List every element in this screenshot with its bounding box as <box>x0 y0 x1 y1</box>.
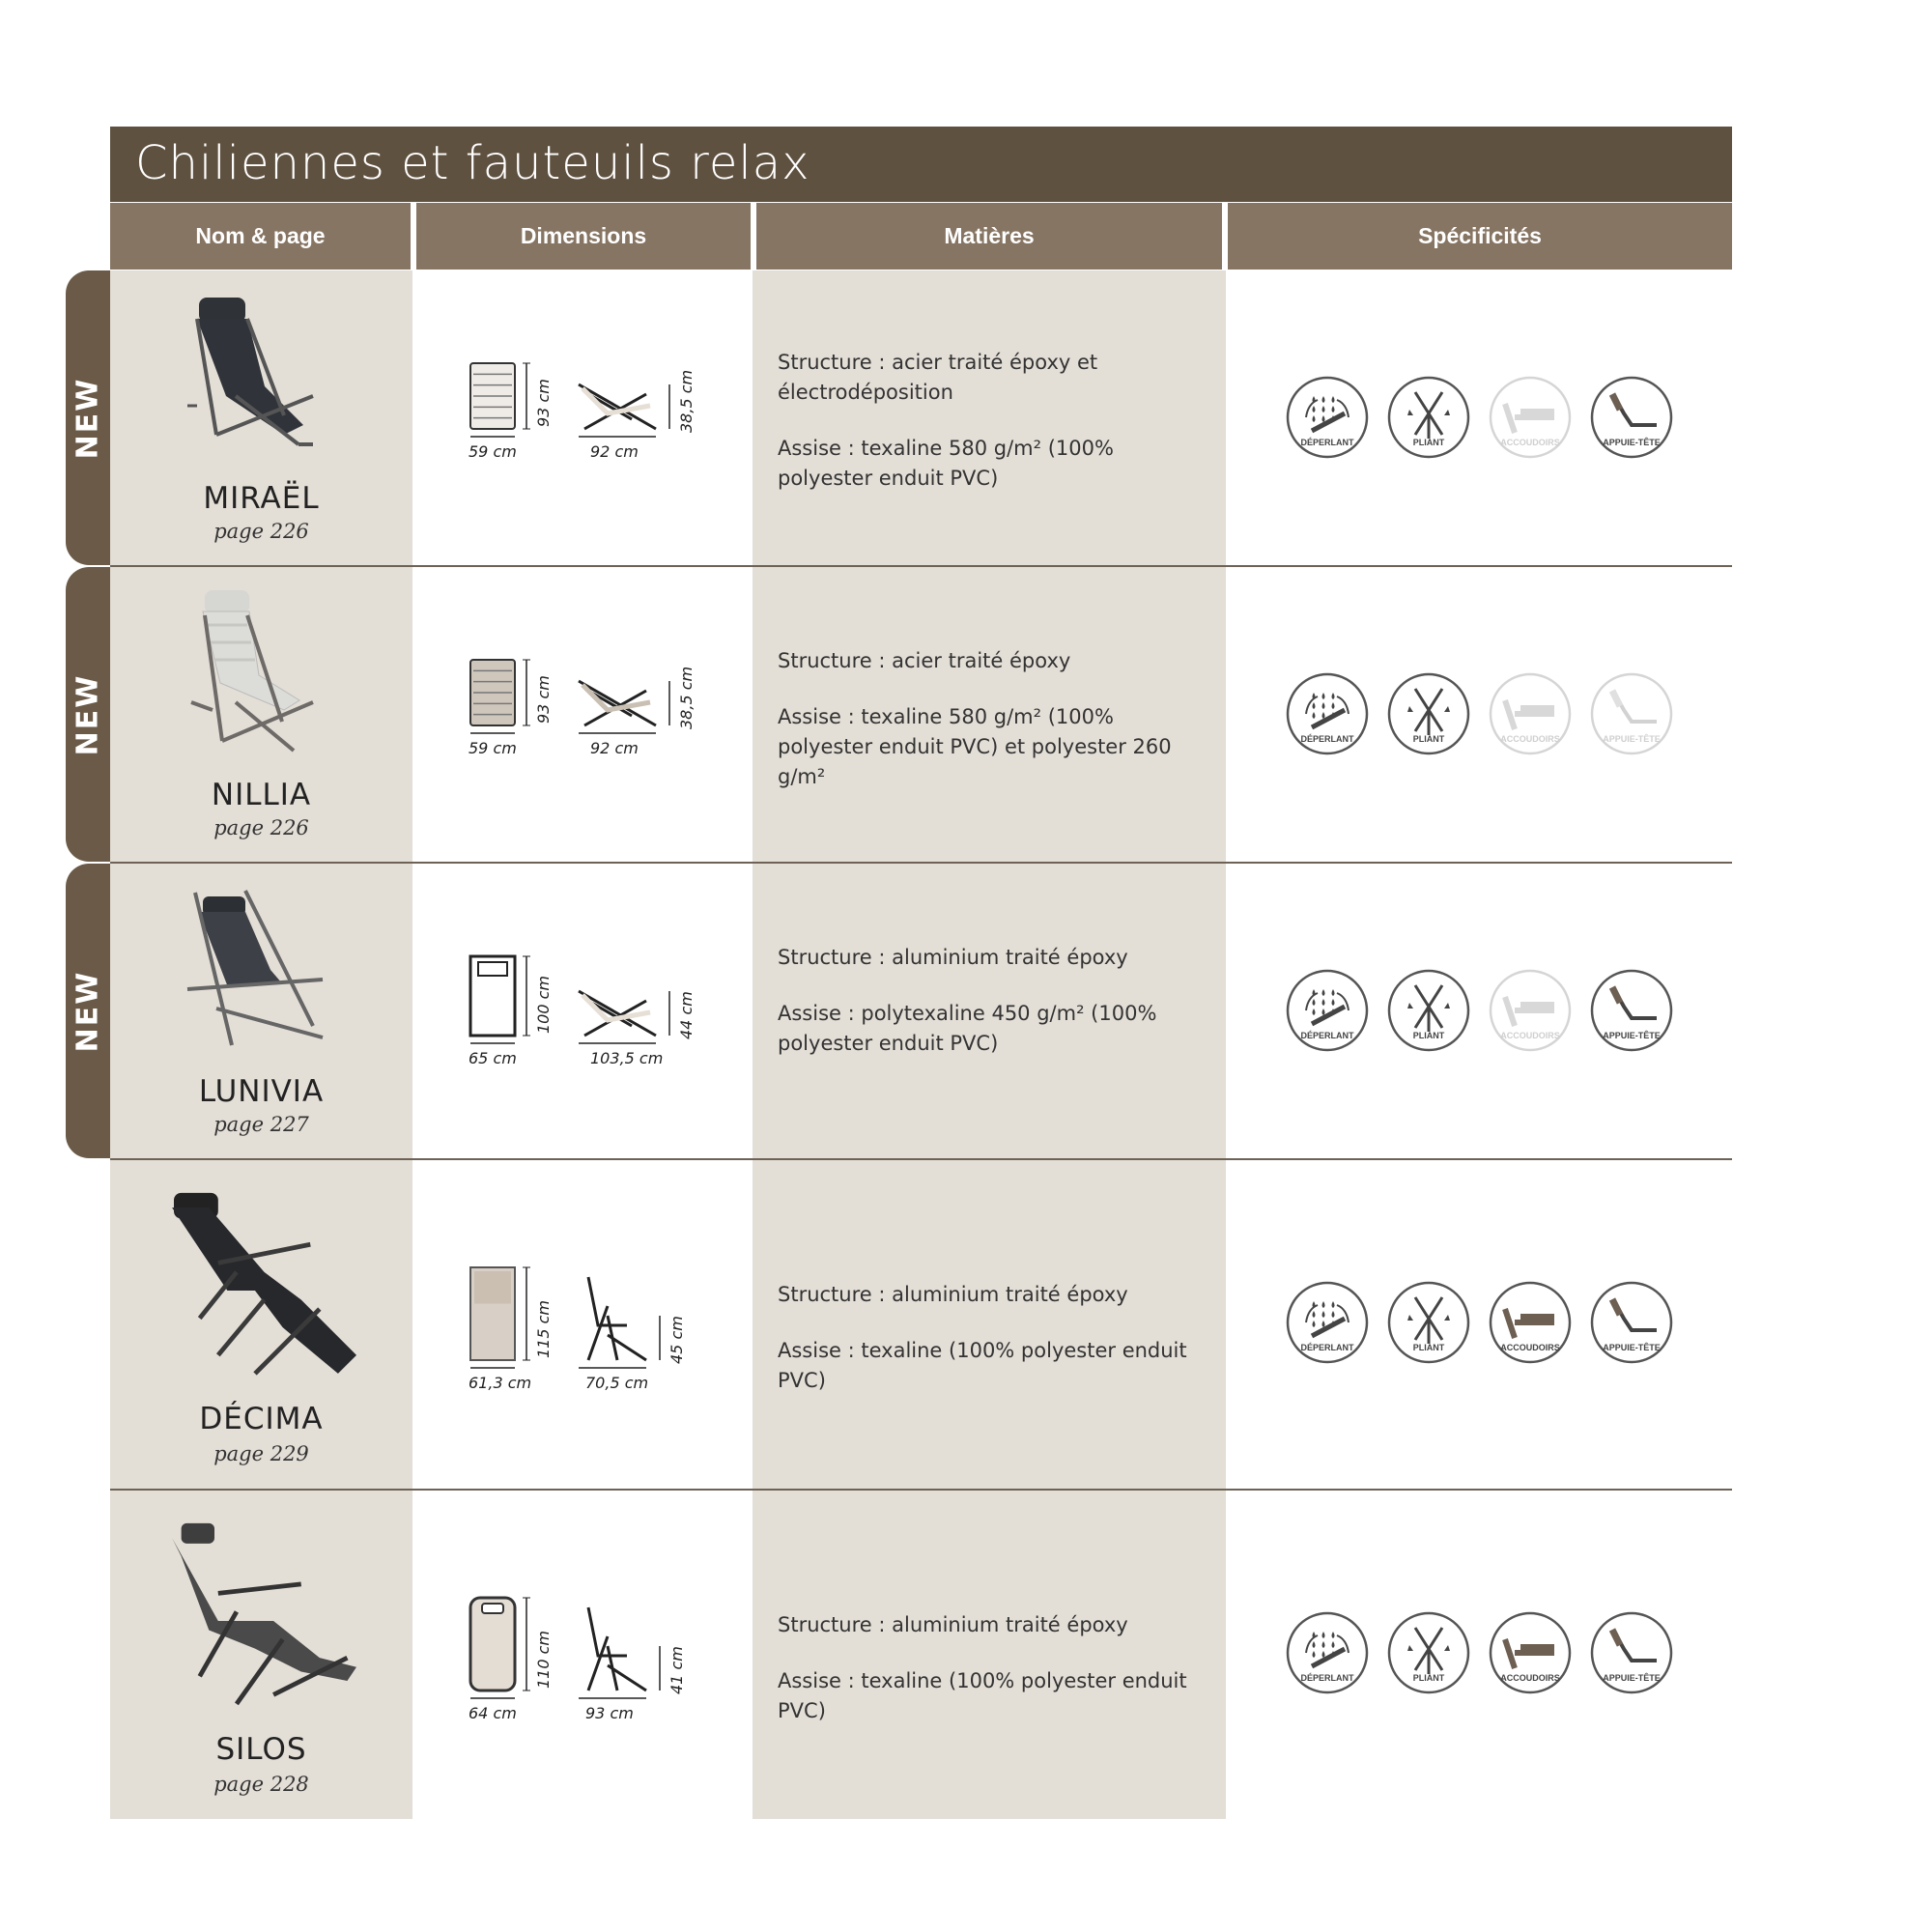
spec-icons <box>1285 671 1700 758</box>
materials-text <box>778 1280 1212 1422</box>
product-page: page 226 <box>213 816 309 839</box>
name-cell <box>110 864 412 1158</box>
spec-label-deperlant: DÉPERLANT <box>1300 1031 1354 1040</box>
water-repellent-icon <box>1285 1280 1370 1365</box>
spec-label-deperlant: DÉPERLANT <box>1300 734 1354 744</box>
product-row <box>110 1160 1732 1491</box>
spec-label-appuie_tete: APPUIE-TÊTE <box>1603 1031 1661 1040</box>
spec-label-pliant: PLIANT <box>1412 734 1445 744</box>
product-image <box>178 290 352 464</box>
product-page: page 227 <box>213 1113 309 1136</box>
materials-cell <box>753 567 1226 862</box>
materials-text <box>778 1610 1212 1752</box>
specs-cell <box>1226 270 1732 565</box>
spec-icons <box>1285 968 1700 1055</box>
foldable-icon <box>1386 1280 1471 1365</box>
dimension-label-h1: 93 cm <box>534 379 553 427</box>
product-row <box>110 270 1732 567</box>
seat-text: Assise : polytexaline 450 g/m² (100% polyester enduit PVC) <box>778 1002 1157 1055</box>
spec-icons <box>1285 1610 1700 1697</box>
dimensions-cell <box>414 567 753 862</box>
spec-label-deperlant: DÉPERLANT <box>1300 1343 1354 1352</box>
product-page: page 228 <box>213 1773 309 1796</box>
spec-label-pliant: PLIANT <box>1412 438 1445 447</box>
new-badge <box>66 270 110 565</box>
specs-cell <box>1226 567 1732 862</box>
product-image <box>178 883 352 1057</box>
spec-label-pliant: PLIANT <box>1412 1343 1445 1352</box>
product-page: page 229 <box>213 1442 309 1465</box>
materials-cell <box>753 270 1226 565</box>
product-name: NILLIA <box>211 778 312 812</box>
page-title: Chiliennes et fauteuils relax <box>135 136 810 190</box>
specs-cell <box>1226 864 1732 1158</box>
spec-label-appuie_tete: APPUIE-TÊTE <box>1603 734 1661 744</box>
structure-text: Structure : aluminium traité époxy <box>778 1613 1128 1636</box>
dimension-drawing <box>453 1262 733 1406</box>
dimension-label-w1: 59 cm <box>469 442 517 461</box>
new-badge <box>66 567 110 862</box>
dimension-drawing <box>453 1592 733 1737</box>
product-image <box>178 586 352 760</box>
materials-cell <box>753 1491 1226 1819</box>
header-specs: Spécificités <box>1228 203 1732 270</box>
structure-text: Structure : aluminium traité époxy <box>778 1283 1128 1306</box>
materials-cell <box>753 864 1226 1158</box>
new-badge-label: NEW <box>71 970 105 1052</box>
spec-label-appuie_tete: APPUIE-TÊTE <box>1603 438 1661 447</box>
dimension-label-w1: 65 cm <box>469 1049 517 1067</box>
spec-label-deperlant: DÉPERLANT <box>1300 1673 1354 1683</box>
seat-text: Assise : texaline 580 g/m² (100% polyester enduit PVC) et polyester 260 g/m² <box>778 705 1172 788</box>
dimension-label-h1: 115 cm <box>534 1299 553 1358</box>
dimensions-cell <box>414 1160 753 1489</box>
product-row <box>110 1491 1732 1819</box>
materials-cell <box>753 1160 1226 1489</box>
dimension-label-h1: 93 cm <box>534 675 553 724</box>
product-row <box>110 864 1732 1160</box>
foldable-icon <box>1386 671 1471 756</box>
water-repellent-icon <box>1285 1610 1370 1695</box>
spec-label-deperlant: DÉPERLANT <box>1300 438 1354 447</box>
product-image <box>149 1189 361 1392</box>
armrest-icon <box>1488 968 1573 1053</box>
dimension-label-w1: 61,3 cm <box>469 1374 532 1392</box>
specs-cell <box>1226 1491 1732 1819</box>
dimensions-cell <box>414 270 753 565</box>
water-repellent-icon <box>1285 968 1370 1053</box>
materials-text <box>778 348 1212 520</box>
new-badge <box>66 864 110 1158</box>
product-row <box>110 567 1732 864</box>
spec-label-pliant: PLIANT <box>1412 1673 1445 1683</box>
dimension-label-h2: 38,5 cm <box>677 666 696 729</box>
foldable-icon <box>1386 1610 1471 1695</box>
headrest-icon <box>1589 968 1674 1053</box>
structure-text: Structure : aluminium traité époxy <box>778 946 1128 969</box>
spec-label-appuie_tete: APPUIE-TÊTE <box>1603 1673 1661 1683</box>
seat-text: Assise : texaline 580 g/m² (100% polyester enduit PVC) <box>778 437 1114 490</box>
name-cell <box>110 270 412 565</box>
dimension-drawing <box>453 357 733 483</box>
headrest-icon <box>1589 671 1674 756</box>
product-name: SILOS <box>215 1732 307 1767</box>
new-badge-label: NEW <box>71 377 105 459</box>
spec-label-accoudoirs: ACCOUDOIRS <box>1500 1031 1560 1040</box>
title-banner <box>110 127 1732 202</box>
foldable-icon <box>1386 375 1471 460</box>
spec-icons <box>1285 375 1700 462</box>
dimension-label-w2: 92 cm <box>590 442 639 461</box>
spec-label-appuie_tete: APPUIE-TÊTE <box>1603 1343 1661 1352</box>
water-repellent-icon <box>1285 671 1370 756</box>
dimension-label-w2: 103,5 cm <box>590 1049 664 1067</box>
spec-label-accoudoirs: ACCOUDOIRS <box>1500 1343 1560 1352</box>
dimension-label-h1: 100 cm <box>534 975 553 1034</box>
name-cell <box>110 1491 412 1819</box>
dimension-label-w1: 59 cm <box>469 739 517 757</box>
dimension-drawing <box>453 654 733 780</box>
dimension-label-h2: 41 cm <box>668 1646 686 1694</box>
materials-text <box>778 943 1212 1085</box>
new-badge-label: NEW <box>71 673 105 755</box>
armrest-icon <box>1488 1610 1573 1695</box>
spec-icons <box>1285 1280 1700 1367</box>
dimension-label-h2: 38,5 cm <box>677 369 696 433</box>
header-dimensions: Dimensions <box>416 203 751 270</box>
specs-cell <box>1226 1160 1732 1489</box>
seat-text: Assise : texaline (100% polyester enduit PVC) <box>778 1669 1187 1722</box>
dimension-label-h2: 45 cm <box>668 1316 686 1364</box>
spec-label-accoudoirs: ACCOUDOIRS <box>1500 1673 1560 1683</box>
dimension-label-w2: 70,5 cm <box>585 1374 649 1392</box>
dimension-label-w2: 92 cm <box>590 739 639 757</box>
dimensions-cell <box>414 1491 753 1819</box>
structure-text: Structure : acier traité époxy et électrodéposition <box>778 351 1098 404</box>
header-name: Nom & page <box>110 203 411 270</box>
dimension-label-h1: 110 cm <box>534 1630 553 1689</box>
structure-text: Structure : acier traité époxy <box>778 649 1071 672</box>
product-image <box>149 1520 361 1722</box>
dimension-label-w1: 64 cm <box>469 1704 517 1722</box>
dimension-drawing <box>453 951 733 1076</box>
dimension-label-w2: 93 cm <box>585 1704 634 1722</box>
materials-text <box>778 646 1212 818</box>
name-cell <box>110 567 412 862</box>
spec-label-accoudoirs: ACCOUDOIRS <box>1500 734 1560 744</box>
armrest-icon <box>1488 375 1573 460</box>
armrest-icon <box>1488 1280 1573 1365</box>
headrest-icon <box>1589 1610 1674 1695</box>
headrest-icon <box>1589 1280 1674 1365</box>
header-materials: Matières <box>756 203 1222 270</box>
headrest-icon <box>1589 375 1674 460</box>
seat-text: Assise : texaline (100% polyester enduit PVC) <box>778 1339 1187 1392</box>
product-name: LUNIVIA <box>198 1074 325 1109</box>
product-page: page 226 <box>213 520 309 543</box>
name-cell <box>110 1160 412 1489</box>
dimensions-cell <box>414 864 753 1158</box>
spec-label-accoudoirs: ACCOUDOIRS <box>1500 438 1560 447</box>
product-name: DÉCIMA <box>199 1402 324 1436</box>
product-name: MIRAËL <box>203 481 320 516</box>
table-header <box>110 203 1732 270</box>
dimension-label-h2: 44 cm <box>677 991 696 1039</box>
armrest-icon <box>1488 671 1573 756</box>
foldable-icon <box>1386 968 1471 1053</box>
water-repellent-icon <box>1285 375 1370 460</box>
spec-label-pliant: PLIANT <box>1412 1031 1445 1040</box>
